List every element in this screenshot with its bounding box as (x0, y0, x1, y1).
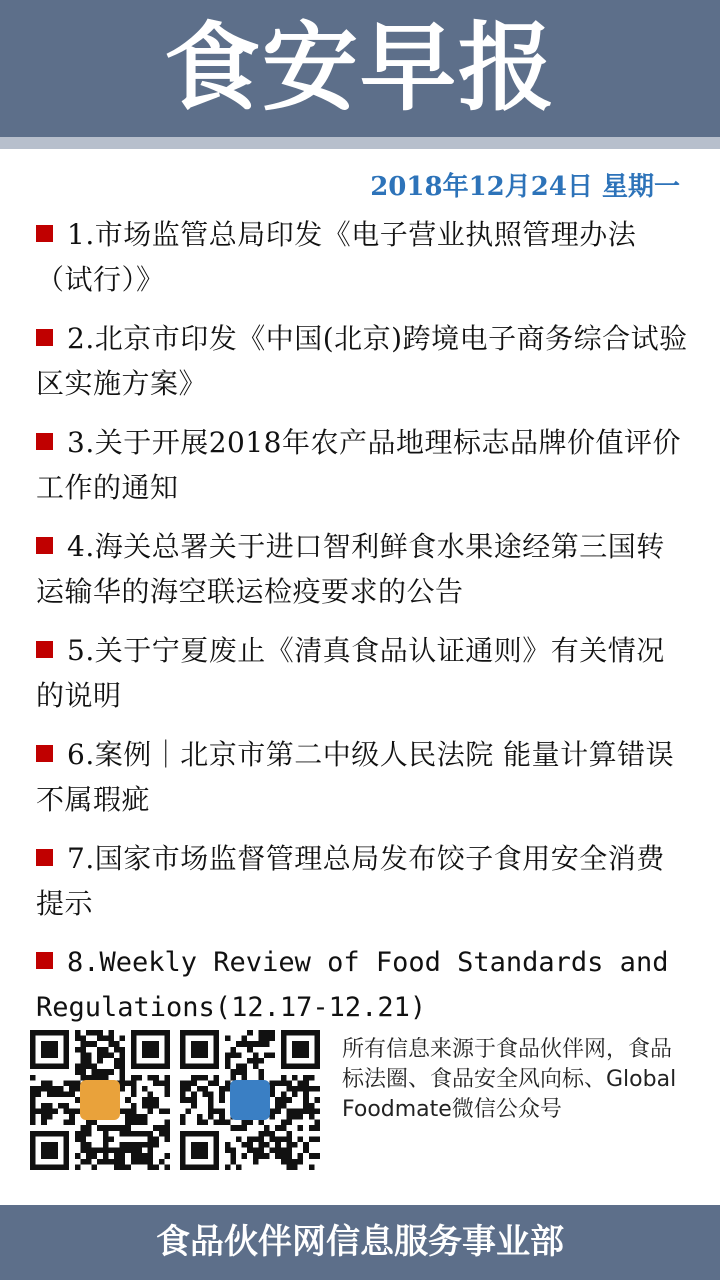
bullet-square-icon (36, 745, 53, 762)
footer-banner (0, 1205, 720, 1280)
page-title: 食安早报 (164, 12, 556, 124)
news-item[interactable] (36, 628, 688, 718)
news-item-text: 1.市场监管总局印发《电子营业执照管理办法（试行）》 (36, 218, 637, 296)
footer-text: 食品伙伴网信息服务事业部 (156, 1222, 564, 1262)
news-item[interactable] (36, 212, 688, 302)
news-item[interactable] (36, 316, 688, 406)
bullet-square-icon (36, 849, 53, 866)
news-list (36, 212, 688, 1044)
news-item-text: 2.北京市印发《中国(北京)跨境电子商务综合试验区实施方案》 (36, 322, 688, 400)
qr-code-section (30, 1030, 690, 1180)
news-item-text: 4.海关总署关于进口智利鲜食水果途经第三国转运输华的海空联运检疫要求的公告 (36, 530, 665, 608)
news-item-text: 3.关于开展2018年农产品地理标志品牌价值评价工作的通知 (36, 426, 681, 504)
bullet-square-icon (36, 329, 53, 346)
bullet-square-icon (36, 641, 53, 658)
news-item-text: 8.Weekly Review of Food Standards and Regulations(12.17-12.21) (36, 947, 669, 1023)
header-divider (0, 137, 720, 149)
bullet-square-icon (36, 225, 53, 242)
qr-code-icon[interactable] (30, 1030, 170, 1170)
header-banner (0, 0, 720, 137)
news-item-text: 7.国家市场监督管理总局发布饺子食用安全消费提示 (36, 842, 665, 920)
news-item-text: 6.案例｜北京市第二中级人民法院 能量计算错误不属瑕疵 (36, 738, 675, 816)
wechat-account-logo-icon (230, 1080, 270, 1120)
news-item[interactable] (36, 732, 688, 822)
bullet-square-icon (36, 952, 53, 969)
issue-date: 2018年12月24日 星期一 (370, 172, 680, 202)
bullet-square-icon (36, 537, 53, 554)
news-item-text: 5.关于宁夏废止《清真食品认证通则》有关情况的说明 (36, 634, 665, 712)
news-item[interactable] (36, 940, 688, 1030)
source-note: 所有信息来源于食品伙伴网，食品标法圈、食品安全风向标、Global Foodmate微信公众号 (342, 1037, 677, 1122)
news-item[interactable] (36, 524, 688, 614)
bullet-square-icon (36, 433, 53, 450)
qr-code-icon[interactable] (180, 1030, 320, 1170)
news-item[interactable] (36, 420, 688, 510)
news-item[interactable] (36, 836, 688, 926)
wechat-account-logo-icon (80, 1080, 120, 1120)
